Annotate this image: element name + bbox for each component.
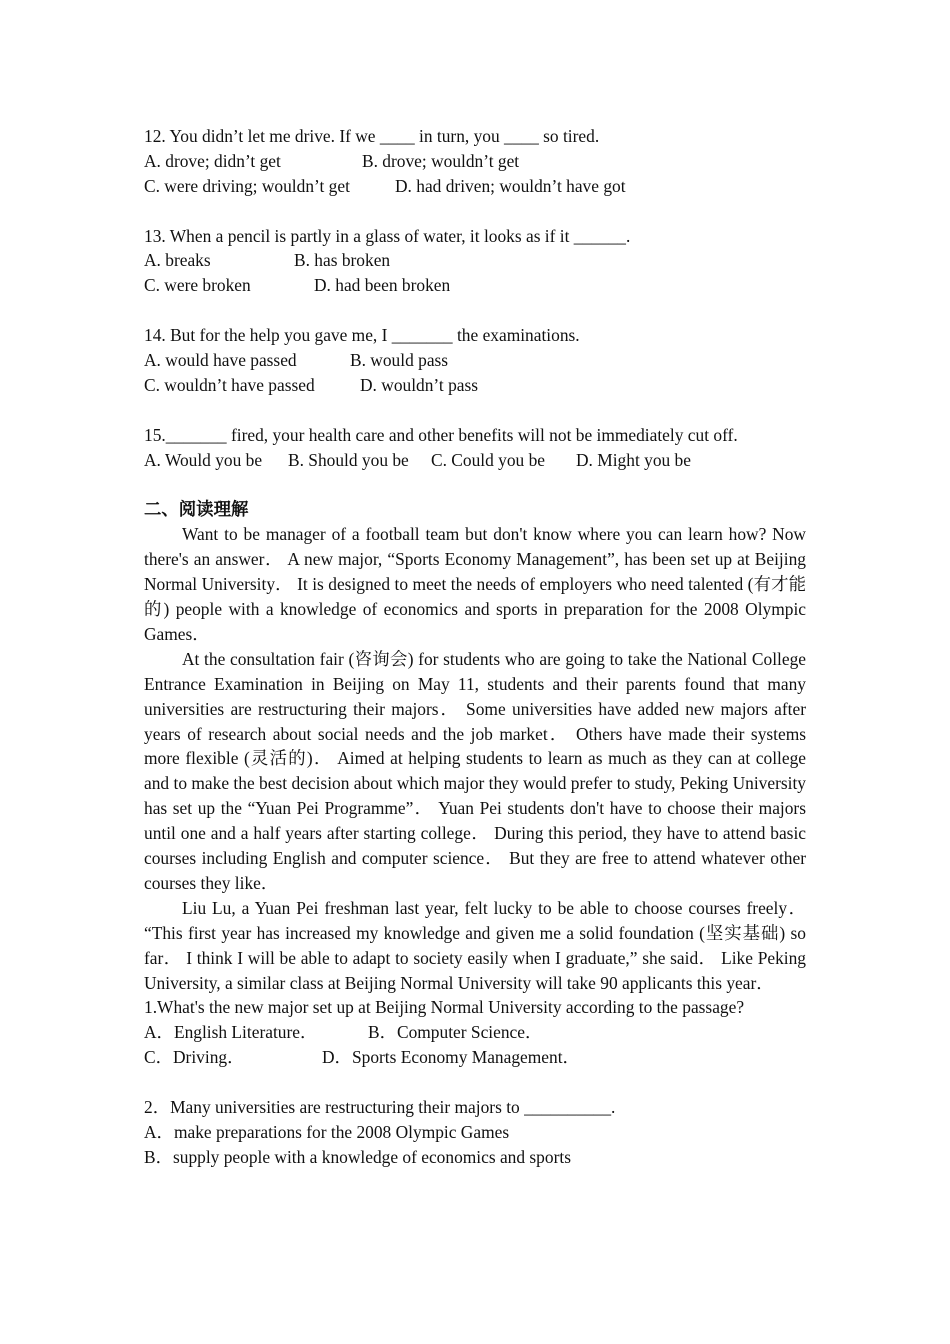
passage-paragraph-2: At the consultation fair (咨询会) for students who are going to take the National College Entrance Examination in Beijing on May 11, students and their parents found that many universities are restructuring their majors． Some universities have added new majors after years of research about social needs and the job market． Others have made their systems more flexible (灵活的)． Aimed at helping students to learn as much as they can at college and to make the best decision about which major they would prefer to study, Peking University has set up the “Yuan Pei Programme”． Yuan Pei students don't have to choose their majors until one and a half years after starting college． During this period, they have to attend basic courses including English and computer science． But they are free to attend whatever other courses they like． bbox=[144, 648, 806, 893]
option-c: C. were driving; wouldn’t get bbox=[144, 175, 350, 196]
question-13-stem: 13. When a pencil is partly in a glass of water, it looks as if it ______. bbox=[144, 225, 631, 246]
reading-question-2-option-a: A．make preparations for the 2008 Olympic Games bbox=[144, 1121, 510, 1142]
question-14-options-ab bbox=[144, 348, 806, 373]
question-14-options-cd bbox=[144, 373, 806, 398]
option-a: A. would have passed bbox=[144, 350, 297, 371]
reading-question-1-options-ab bbox=[144, 1020, 806, 1045]
option-d: D. wouldn’t pass bbox=[360, 374, 479, 395]
spacer bbox=[144, 1070, 806, 1095]
option-b: B. has broken bbox=[294, 250, 391, 271]
spacer bbox=[144, 472, 806, 497]
question-14-stem: 14. But for the help you gave me, I _______ the examinations. bbox=[144, 325, 580, 346]
option-a: A. drove; didn’t get bbox=[144, 150, 281, 171]
question-15-stem: 15._______ fired, your health care and other benefits will not be immediately cut off. bbox=[144, 424, 738, 445]
option-b: B. would pass bbox=[350, 350, 449, 371]
document-page bbox=[144, 124, 806, 1170]
option-b: B. drove; wouldn’t get bbox=[362, 150, 520, 171]
question-13-options-ab bbox=[144, 248, 806, 273]
question-12-stem: 12. You didn’t let me drive. If we ____ in turn, you ____ so tired. bbox=[144, 126, 600, 146]
question-13-options-cd bbox=[144, 273, 806, 298]
question-12-options-cd bbox=[144, 174, 806, 199]
option-d: D．Sports Economy Management． bbox=[322, 1047, 580, 1068]
reading-question-1-stem: 1.What's the new major set up at Beijing Normal University according to the passage? bbox=[144, 997, 745, 1018]
reading-question-1-options-cd bbox=[144, 1045, 806, 1070]
question-15-options bbox=[144, 448, 806, 473]
section-heading: 二、阅读理解 bbox=[144, 499, 249, 520]
option-a: A. breaks bbox=[144, 250, 211, 271]
passage-paragraph-1: Want to be manager of a football team but don't know where you can learn how? Now there's an answer． A new major, “Sports Economy Management”, has been set up at Beijing Normal University． It is designed to meet the needs of employers who need talented (有才能的) people with a knowledge of economics and sports in preparation for the 2008 Olympic Games． bbox=[144, 524, 806, 644]
option-a: A. Would you be bbox=[144, 449, 263, 470]
option-b: B．Computer Science． bbox=[368, 1022, 543, 1043]
option-c: C. were broken bbox=[144, 275, 251, 296]
option-c: C. wouldn’t have passed bbox=[144, 374, 315, 395]
passage-paragraph-3: Liu Lu, a Yuan Pei freshman last year, felt lucky to be able to choose courses freely． “This first year has increased my knowledge and given me a solid foundation (坚实基础) so far． I think I will be able to adapt to society easily when I graduate,” she said． Like Peking University, a similar class at Beijing Normal University will take 90 applicants this year． bbox=[144, 897, 806, 993]
question-12-options-ab bbox=[144, 149, 806, 174]
option-b: B. Should you be bbox=[288, 449, 409, 470]
option-c: C．Driving． bbox=[144, 1047, 245, 1068]
reading-question-2-stem: 2．Many universities are restructuring their majors to __________. bbox=[144, 1097, 616, 1118]
option-d: D. had driven; wouldn’t have got bbox=[395, 175, 626, 196]
reading-question-2-option-b: B．supply people with a knowledge of economics and sports bbox=[144, 1146, 571, 1167]
option-a: A．English Literature． bbox=[144, 1022, 318, 1043]
option-d: D. had been broken bbox=[314, 275, 451, 296]
option-c: C. Could you be bbox=[431, 449, 546, 470]
option-d: D. Might you be bbox=[576, 449, 691, 470]
spacer bbox=[144, 298, 806, 323]
spacer bbox=[144, 398, 806, 423]
spacer bbox=[144, 199, 806, 224]
